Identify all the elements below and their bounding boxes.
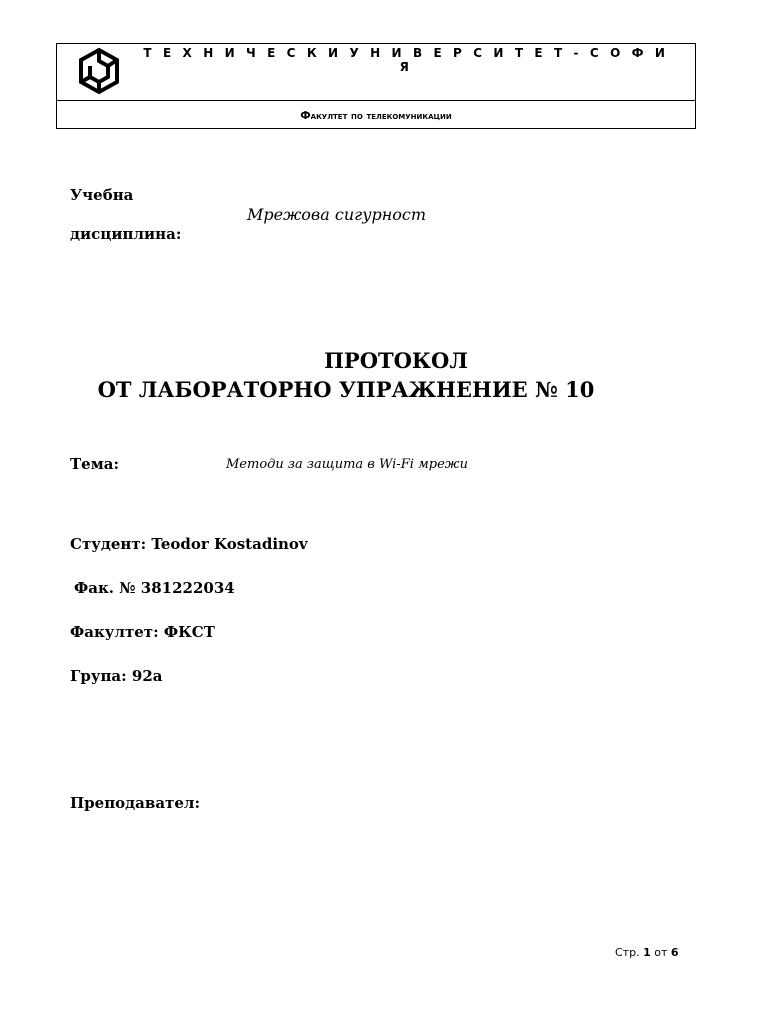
student-label: Студент: (70, 535, 147, 553)
topic-label: Тема: (70, 455, 119, 473)
current-page: 1 (643, 946, 651, 959)
document-subtitle: ОТ ЛАБОРАТОРНО УПРАЖНЕНИЕ № 10 (97, 377, 595, 402)
page-prefix: Стр. (615, 946, 640, 959)
student-line (70, 535, 308, 553)
teacher-label: Преподавател: (70, 794, 200, 812)
topic-value: Методи за защита в Wi-Fi мрежи (226, 457, 468, 472)
page-number (615, 946, 679, 959)
page-separator: от (654, 946, 668, 959)
group-line (70, 667, 163, 685)
faculty-name: Факултет по телекомуникации (300, 110, 452, 122)
faculty-line (70, 623, 215, 641)
discipline-value: Мрежова сигурност (247, 205, 427, 224)
university-logo-icon (75, 47, 123, 95)
faculty-number-value: 381222034 (140, 579, 235, 597)
faculty-label: Факултет: (70, 623, 159, 641)
university-name: Т Е Х Н И Ч Е С К И У Н И В Е Р С И Т Е Т - С О Ф И Я (143, 46, 669, 74)
document-title: ПРОТОКОЛ (324, 348, 468, 373)
student-name: Teodor Kostadinov (151, 535, 308, 553)
discipline-label-line1: Учебна (70, 186, 134, 204)
faculty-value: ФКСТ (163, 623, 215, 641)
faculty-number-line (74, 579, 235, 597)
group-label: Група: (70, 667, 127, 685)
header-box (56, 43, 696, 129)
discipline-label-line2: дисциплина: (70, 225, 182, 243)
group-value: 92а (131, 667, 163, 685)
faculty-number-label: Фак. № (74, 579, 136, 597)
total-pages: 6 (670, 946, 679, 959)
header-divider (57, 100, 695, 101)
